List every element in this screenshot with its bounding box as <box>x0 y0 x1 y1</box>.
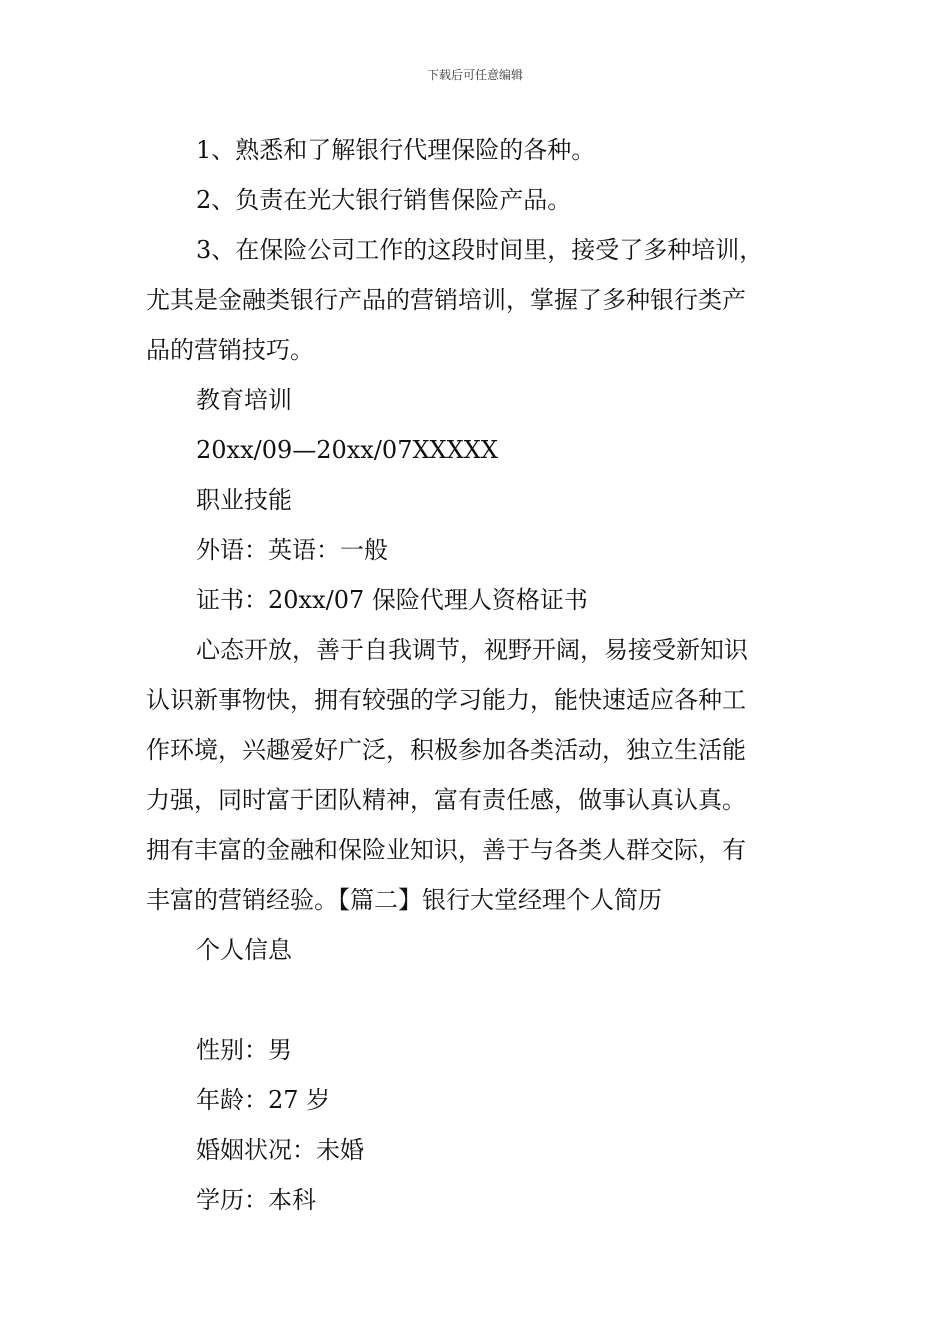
info-marital-status: 婚姻状况：未婚 <box>196 1136 364 1164</box>
self-evaluation-cont: 力强，同时富于团队精神，富有责任感，做事认真认真。 <box>146 786 746 814</box>
section-heading-personal-info: 个人信息 <box>196 936 292 964</box>
skill-language: 外语：英语：一般 <box>196 536 388 564</box>
self-evaluation-cont: 拥有丰富的金融和保险业知识，善于与各类人群交际，有 <box>146 836 746 864</box>
blank-line <box>146 975 812 1025</box>
skill-certificate: 证书：20xx/07 保险代理人资格证书 <box>196 586 588 614</box>
section-heading-education: 教育培训 <box>196 386 292 414</box>
info-education: 学历：本科 <box>196 1186 316 1214</box>
self-evaluation: 心态开放，善于自我调节，视野开阔，易接受新知识 <box>196 636 748 664</box>
duty-item-3-cont: 品的营销技巧。 <box>146 336 314 364</box>
info-gender: 性别：男 <box>196 1036 292 1064</box>
self-evaluation-cont: 认识新事物快，拥有较强的学习能力，能快速适应各种工 <box>146 686 746 714</box>
self-evaluation-cont: 作环境，兴趣爱好广泛，积极参加各类活动，独立生活能 <box>146 736 746 764</box>
self-evaluation-cont: 丰富的营销经验。【篇二】银行大堂经理个人简历 <box>146 886 662 914</box>
duty-item-2: 2、负责在光大银行销售保险产品。 <box>196 186 572 214</box>
info-age: 年龄：27 岁 <box>196 1086 331 1114</box>
document-body <box>146 125 812 1225</box>
header-note: 下载后可任意编辑 <box>426 68 523 82</box>
duty-item-3: 3、在保险公司工作的这段时间里，接受了多种培训， <box>196 236 764 264</box>
education-period: 20xx/09—20xx/07XXXXX <box>196 436 498 464</box>
duty-item-1: 1、熟悉和了解银行代理保险的各种。 <box>196 136 596 164</box>
duty-item-3-cont: 尤其是金融类银行产品的营销培训，掌握了多种银行类产 <box>146 286 746 314</box>
section-heading-skills: 职业技能 <box>196 486 292 514</box>
